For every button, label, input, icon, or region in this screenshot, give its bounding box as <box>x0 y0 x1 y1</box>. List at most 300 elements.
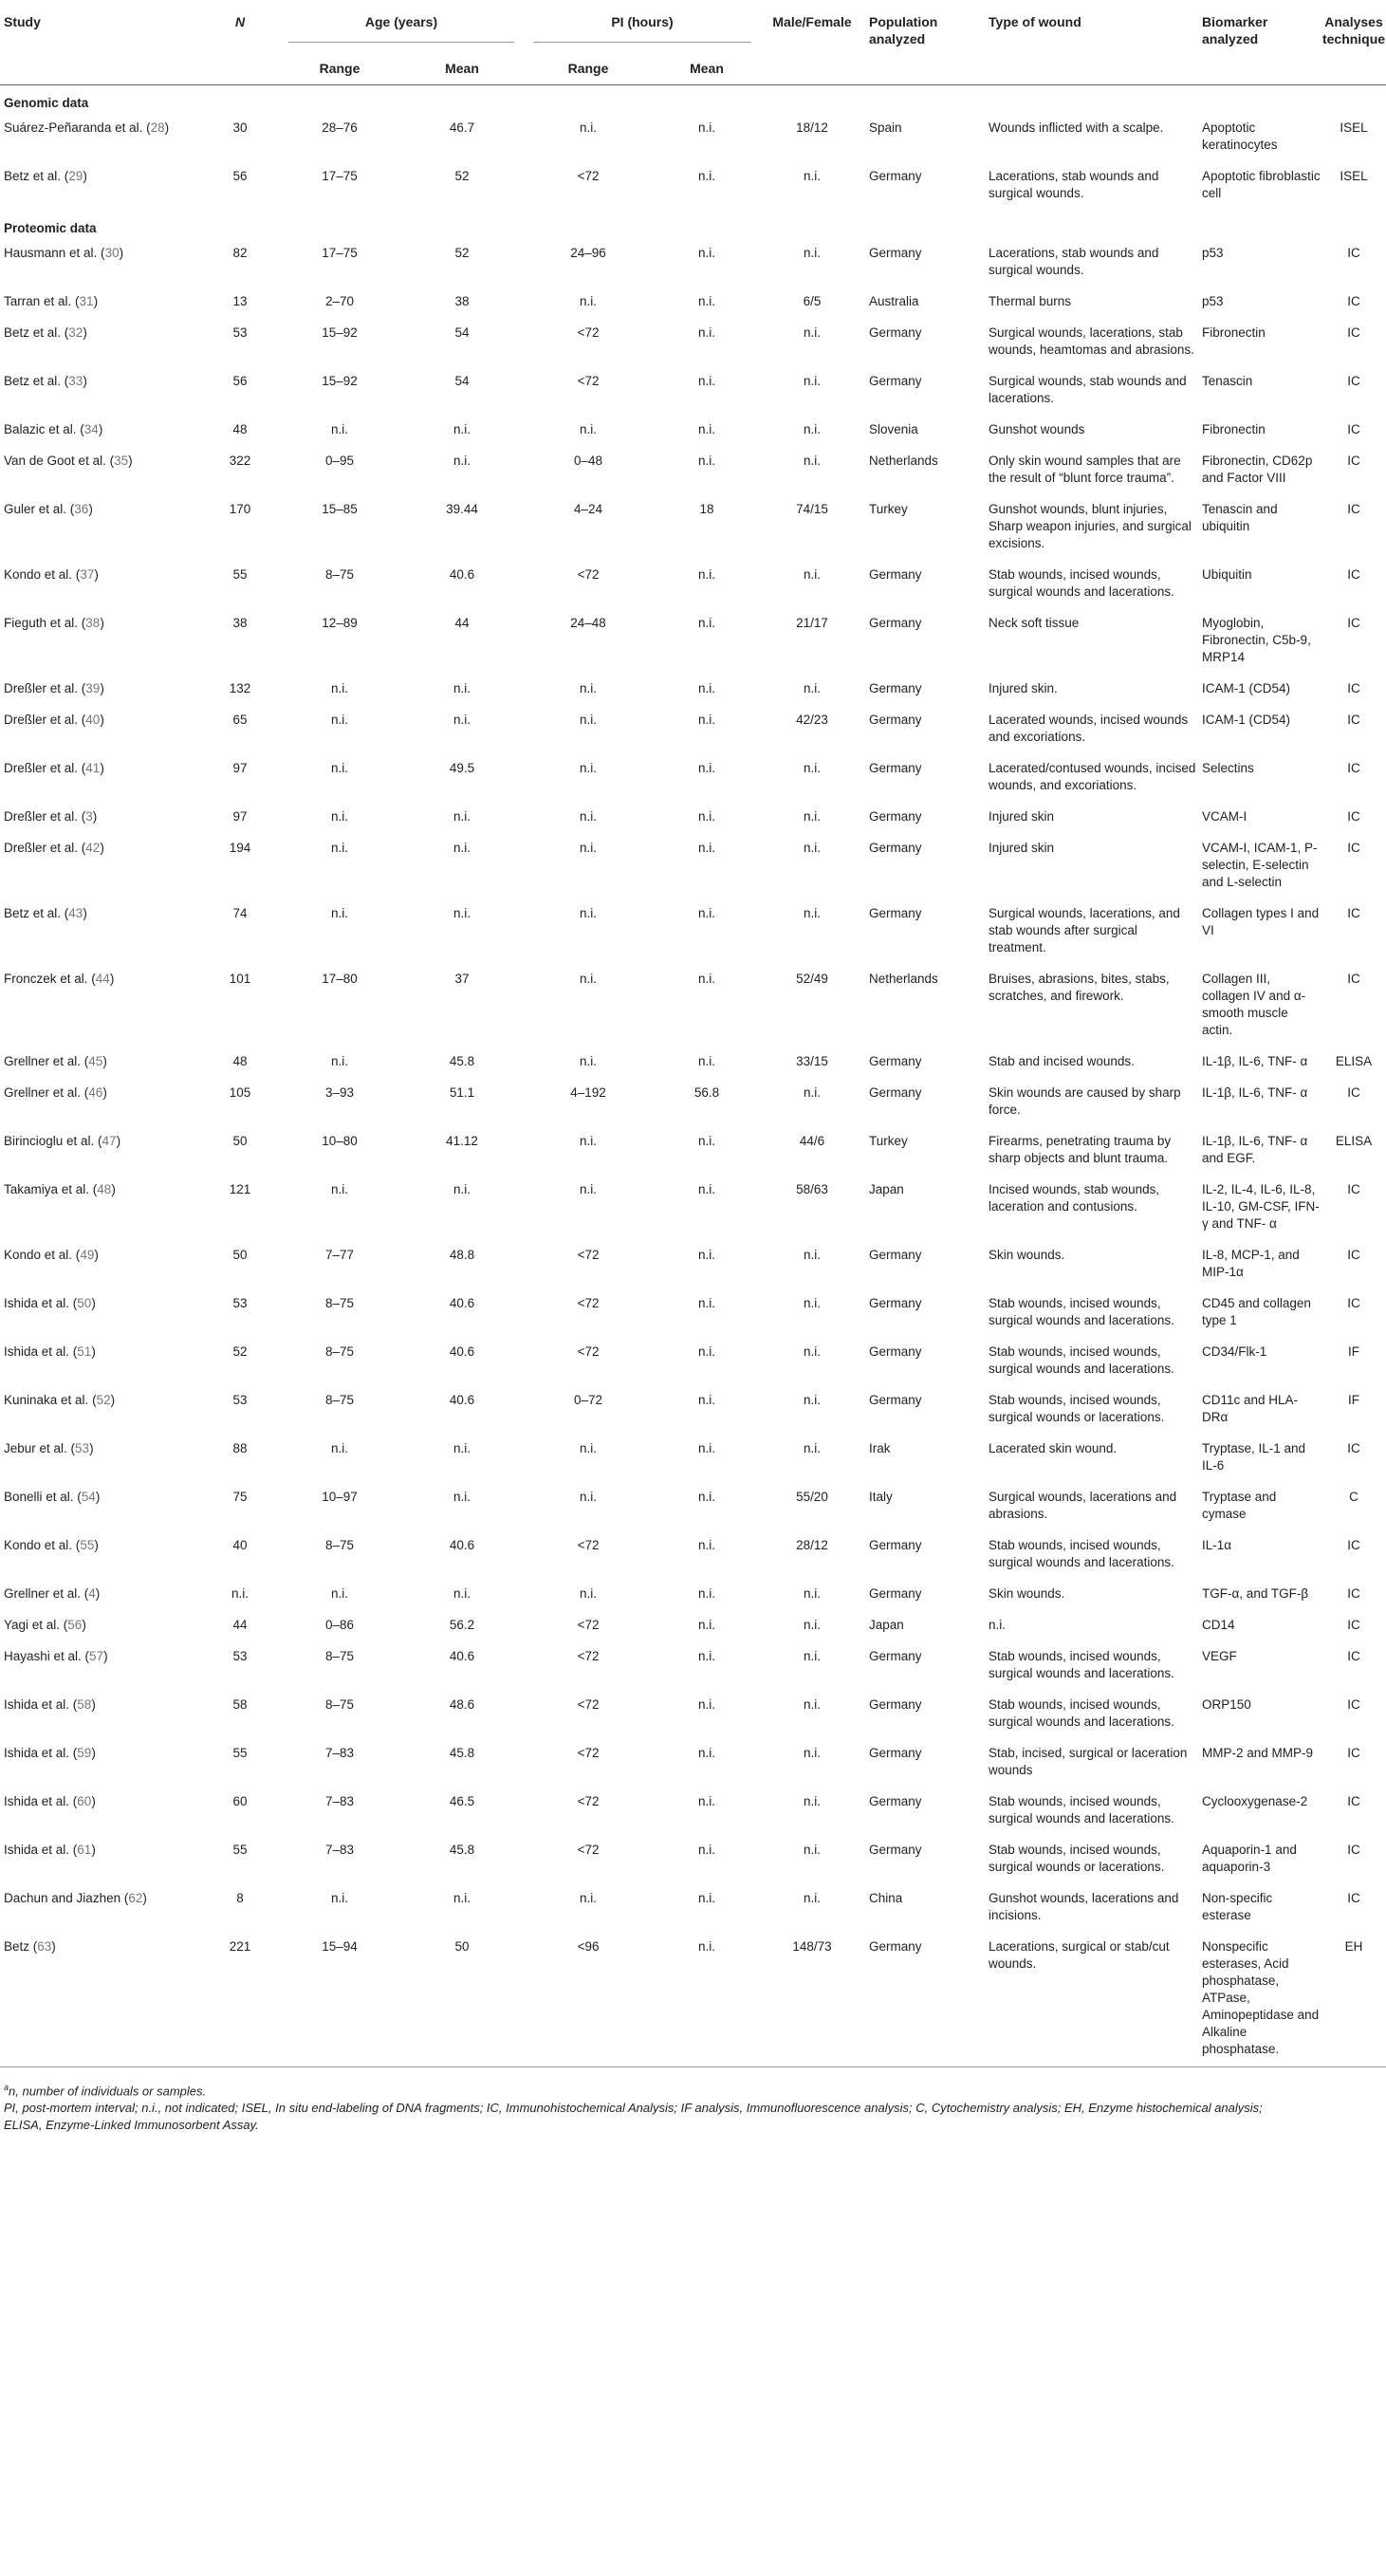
cell-pi-mean: n.i. <box>698 761 716 775</box>
cell-study <box>0 1884 201 1933</box>
cell-male-female: n.i. <box>804 1441 822 1455</box>
cell-pi-mean: n.i. <box>698 841 716 855</box>
cell-pi-mean: n.i. <box>698 972 716 986</box>
table-row <box>0 1289 1386 1338</box>
cell-wound-type: Lacerated/contused wounds, incised wounds, and excoriations. <box>989 761 1196 792</box>
cell-technique: IC <box>1347 1248 1360 1262</box>
cell-study <box>0 803 201 834</box>
cell-n: 13 <box>232 294 248 308</box>
cell-male-female: n.i. <box>804 1085 822 1100</box>
cell-pi-range: <72 <box>577 325 600 340</box>
section-heading <box>0 211 1386 239</box>
cell-study <box>0 1483 201 1531</box>
cell-study <box>0 706 201 754</box>
cell-male-female: n.i. <box>804 1344 822 1359</box>
reference-link[interactable]: 54 <box>81 1490 96 1504</box>
cell-male-female: n.i. <box>804 1586 822 1601</box>
cell-pi-range: 24–48 <box>570 616 606 630</box>
table-row <box>0 1933 1386 2066</box>
reference-link[interactable]: 40 <box>85 713 101 727</box>
reference-link[interactable]: 59 <box>77 1746 92 1760</box>
cell-wound-type: Lacerations, stab wounds and surgical wounds. <box>989 246 1159 277</box>
table-row <box>0 561 1386 609</box>
cell-biomarker: VCAM-I <box>1202 809 1247 824</box>
table-row <box>0 1531 1386 1580</box>
cell-age-range: n.i. <box>330 761 348 775</box>
cell-wound-type: Surgical wounds, stab wounds and lacerations. <box>989 374 1187 405</box>
study-name-tail: ) <box>128 454 133 468</box>
cell-biomarker: Tenascin <box>1202 374 1253 388</box>
cell-age-range: n.i. <box>330 841 348 855</box>
cell-wound-type: Skin wounds. <box>989 1248 1065 1262</box>
cell-study <box>0 287 201 319</box>
table-header <box>0 0 1386 85</box>
reference-link[interactable]: 33 <box>68 374 83 388</box>
reference-link[interactable]: 51 <box>77 1344 92 1359</box>
study-name: Birincioglu et al. ( <box>4 1134 102 1148</box>
cell-pi-mean: n.i. <box>698 294 716 308</box>
reference-link[interactable]: 42 <box>85 841 101 855</box>
header-male-female: Male/Female <box>772 14 852 29</box>
cell-wound-type: Thermal burns <box>989 294 1072 308</box>
cell-biomarker: IL-1β, IL-6, TNF- α <box>1202 1054 1308 1068</box>
cell-technique: IF <box>1348 1393 1360 1407</box>
cell-age-mean: 40.6 <box>449 1344 475 1359</box>
study-name-tail: ) <box>102 1054 107 1068</box>
cell-n: 53 <box>232 325 248 340</box>
cell-population: Germany <box>869 713 922 727</box>
cell-age-mean: n.i. <box>453 841 471 855</box>
cell-n: 97 <box>232 809 248 824</box>
cell-male-female: n.i. <box>804 567 822 582</box>
cell-age-mean: n.i. <box>453 422 471 436</box>
cell-technique: IC <box>1347 1586 1360 1601</box>
cell-study <box>0 1338 201 1386</box>
cell-n: 56 <box>232 169 248 183</box>
study-name-tail: ) <box>110 1393 116 1407</box>
header-pi-mean: Mean <box>690 61 724 76</box>
cell-pi-mean: n.i. <box>698 325 716 340</box>
cell-wound-type: n.i. <box>989 1618 1007 1632</box>
cell-pi-mean: n.i. <box>698 1054 716 1068</box>
cell-age-range: 7–83 <box>324 1794 355 1808</box>
cell-technique: IC <box>1347 972 1360 986</box>
cell-male-female: n.i. <box>804 1296 822 1310</box>
cell-age-mean: 56.2 <box>449 1618 475 1632</box>
cell-age-mean: 38 <box>454 294 470 308</box>
reference-link[interactable]: 34 <box>83 422 99 436</box>
table-row <box>0 162 1386 211</box>
reference-link[interactable]: 39 <box>85 681 101 695</box>
cell-biomarker: Myoglobin, Fibronectin, C5b-9, MRP14 <box>1202 616 1311 664</box>
cell-population: Germany <box>869 246 922 260</box>
table-row <box>0 1611 1386 1642</box>
study-name: Ishida et al. ( <box>4 1697 78 1712</box>
reference-link[interactable]: 55 <box>80 1538 95 1552</box>
cell-study <box>0 495 201 561</box>
study-name: Takamiya et al. ( <box>4 1182 98 1196</box>
study-name-tail: ) <box>88 502 93 516</box>
header-n: N <box>234 14 246 29</box>
cell-study <box>0 1241 201 1289</box>
reference-link[interactable]: 60 <box>77 1794 92 1808</box>
cell-age-range: n.i. <box>330 713 348 727</box>
cell-wound-type: Injured skin <box>989 841 1055 855</box>
study-name: Grellner et al. ( <box>4 1054 89 1068</box>
study-name-tail: ) <box>83 325 87 340</box>
cell-biomarker: IL-1β, IL-6, TNF- α and EGF. <box>1202 1134 1308 1165</box>
study-name: Tarran et al. ( <box>4 294 80 308</box>
cell-population: Germany <box>869 1296 922 1310</box>
study-name-tail: ) <box>100 681 104 695</box>
section-title: Genomic data <box>4 96 89 110</box>
reference-link[interactable]: 43 <box>68 906 83 920</box>
cell-study <box>0 1739 201 1788</box>
cell-pi-mean: n.i. <box>698 1182 716 1196</box>
cell-pi-range: <72 <box>577 1538 600 1552</box>
study-name-tail: ) <box>83 374 87 388</box>
cell-pi-range: <72 <box>577 1746 600 1760</box>
study-name: Dreßler et al. ( <box>4 681 86 695</box>
cell-age-range: n.i. <box>330 1586 348 1601</box>
reference-link[interactable]: 53 <box>75 1441 90 1455</box>
table-row <box>0 1739 1386 1788</box>
study-name: Dachun and Jiazhen ( <box>4 1891 129 1905</box>
study-name-tail: ) <box>116 1134 121 1148</box>
cell-pi-range: n.i. <box>580 809 598 824</box>
cell-age-mean: n.i. <box>453 454 471 468</box>
cell-population: Irak <box>869 1441 891 1455</box>
table-row <box>0 1386 1386 1435</box>
cell-wound-type: Stab wounds, incised wounds, surgical wounds and lacerations. <box>989 1344 1174 1376</box>
cell-population: Germany <box>869 1794 922 1808</box>
cell-study <box>0 834 201 899</box>
cell-biomarker: Tryptase, IL-1 and IL-6 <box>1202 1441 1306 1473</box>
cell-male-female: n.i. <box>804 1891 822 1905</box>
study-name: Betz et al. ( <box>4 325 69 340</box>
table-row <box>0 706 1386 754</box>
cell-age-mean: 46.7 <box>449 120 475 135</box>
cell-pi-mean: n.i. <box>698 1618 716 1632</box>
cell-pi-mean: n.i. <box>698 1586 716 1601</box>
cell-technique: IC <box>1347 567 1360 582</box>
study-name-tail: ) <box>119 246 124 260</box>
cell-wound-type: Lacerated wounds, incised wounds and excoriations. <box>989 713 1189 744</box>
cell-population: Germany <box>869 1843 922 1857</box>
reference-link[interactable]: 49 <box>80 1248 95 1262</box>
cell-study <box>0 1289 201 1338</box>
cell-technique: IC <box>1347 454 1360 468</box>
study-name-tail: ) <box>111 1182 116 1196</box>
cell-male-female: 21/17 <box>796 616 828 630</box>
cell-study <box>0 1176 201 1241</box>
cell-population: Germany <box>869 809 922 824</box>
reference-link[interactable]: 44 <box>95 972 110 986</box>
reference-link[interactable]: 35 <box>114 454 129 468</box>
study-name-tail: ) <box>91 1746 96 1760</box>
cell-population: Turkey <box>869 1134 908 1148</box>
cell-pi-mean: n.i. <box>698 169 716 183</box>
cell-population: Slovenia <box>869 422 918 436</box>
cell-pi-mean: 18 <box>699 502 714 516</box>
study-name: Betz et al. ( <box>4 906 69 920</box>
reference-link[interactable]: 48 <box>97 1182 112 1196</box>
cell-wound-type: Surgical wounds, lacerations and abrasions. <box>989 1490 1177 1521</box>
study-name: Balazic et al. ( <box>4 422 84 436</box>
study-name-tail: ) <box>100 616 104 630</box>
cell-study <box>0 416 201 447</box>
cell-n: 60 <box>232 1794 248 1808</box>
cell-age-range: 17–80 <box>322 972 358 986</box>
cell-pi-range: n.i. <box>580 422 598 436</box>
cell-age-mean: 54 <box>454 374 470 388</box>
study-name-tail: ) <box>100 841 104 855</box>
cell-pi-range: n.i. <box>580 906 598 920</box>
cell-age-range: 2–70 <box>324 294 355 308</box>
cell-technique: IC <box>1347 809 1360 824</box>
reference-link[interactable]: 63 <box>37 1939 52 1954</box>
cell-age-mean: 44 <box>454 616 470 630</box>
study-name: Ishida et al. ( <box>4 1296 78 1310</box>
cell-study <box>0 1642 201 1691</box>
cell-technique: IC <box>1347 1441 1360 1455</box>
cell-study <box>0 239 201 287</box>
cell-technique: IC <box>1347 761 1360 775</box>
cell-age-range: 12–89 <box>322 616 358 630</box>
cell-pi-range: <72 <box>577 1296 600 1310</box>
cell-age-mean: n.i. <box>453 809 471 824</box>
cell-pi-range: n.i. <box>580 1182 598 1196</box>
study-name-tail: ) <box>100 761 104 775</box>
cell-wound-type: Neck soft tissue <box>989 616 1080 630</box>
reference-link[interactable]: 57 <box>89 1649 104 1663</box>
cell-biomarker: ICAM-1 (CD54) <box>1202 713 1291 727</box>
cell-wound-type: Stab wounds, incised wounds, surgical wounds or lacerations. <box>989 1843 1165 1874</box>
table-row <box>0 114 1386 162</box>
cell-male-female: 6/5 <box>803 294 822 308</box>
reference-link[interactable]: 29 <box>68 169 83 183</box>
cell-n: 74 <box>232 906 248 920</box>
reference-link[interactable]: 47 <box>102 1134 117 1148</box>
study-name: Betz et al. ( <box>4 374 69 388</box>
cell-n: 30 <box>232 120 248 135</box>
cell-wound-type: Gunshot wounds, lacerations and incisions. <box>989 1891 1179 1922</box>
cell-age-mean: 39.44 <box>446 502 478 516</box>
reference-link[interactable]: 41 <box>85 761 101 775</box>
cell-population: Germany <box>869 1746 922 1760</box>
cell-wound-type: Stab wounds, incised wounds, surgical wounds and lacerations. <box>989 1794 1174 1825</box>
study-name: Betz ( <box>4 1939 38 1954</box>
cell-wound-type: Injured skin. <box>989 681 1058 695</box>
study-name-tail: ) <box>94 1248 99 1262</box>
cell-age-mean: 50 <box>454 1939 470 1954</box>
cell-study <box>0 899 201 965</box>
cell-technique: IC <box>1347 294 1360 308</box>
cell-age-range: n.i. <box>330 906 348 920</box>
cell-population: Australia <box>869 294 919 308</box>
footnote-line-3: ELISA, Enzyme-Linked Immunosorbent Assay. <box>4 2118 259 2133</box>
table-row <box>0 754 1386 803</box>
cell-male-female: n.i. <box>804 1746 822 1760</box>
cell-age-mean: 40.6 <box>449 567 475 582</box>
cell-biomarker: p53 <box>1202 294 1224 308</box>
cell-age-mean: 49.5 <box>449 761 475 775</box>
table-body <box>0 85 1386 2067</box>
cell-pi-range: n.i. <box>580 1490 598 1504</box>
reference-link[interactable]: 45 <box>88 1054 103 1068</box>
reference-link[interactable]: 31 <box>79 294 94 308</box>
cell-population: Spain <box>869 120 902 135</box>
reference-link[interactable]: 46 <box>88 1085 103 1100</box>
cell-pi-mean: n.i. <box>698 567 716 582</box>
cell-population: Germany <box>869 325 922 340</box>
cell-pi-range: n.i. <box>580 1054 598 1068</box>
cell-male-female: n.i. <box>804 761 822 775</box>
cell-age-mean: 45.8 <box>449 1843 475 1857</box>
cell-pi-range: n.i. <box>580 972 598 986</box>
cell-pi-range: <72 <box>577 1618 600 1632</box>
cell-male-female: n.i. <box>804 681 822 695</box>
cell-wound-type: Stab wounds, incised wounds, surgical wounds and lacerations. <box>989 1538 1174 1569</box>
reference-link[interactable]: 52 <box>96 1393 111 1407</box>
cell-biomarker: p53 <box>1202 246 1224 260</box>
reference-link[interactable]: 58 <box>77 1697 92 1712</box>
cell-wound-type: Incised wounds, stab wounds, laceration and contusions. <box>989 1182 1160 1214</box>
reference-link[interactable]: 36 <box>74 502 89 516</box>
reference-link[interactable]: 4 <box>88 1586 96 1601</box>
cell-wound-type: Lacerated skin wound. <box>989 1441 1118 1455</box>
cell-n: 53 <box>232 1296 248 1310</box>
cell-n: 8 <box>236 1891 244 1905</box>
cell-pi-range: n.i. <box>580 761 598 775</box>
cell-technique: IC <box>1347 713 1360 727</box>
cell-population: Germany <box>869 1538 922 1552</box>
cell-n: 221 <box>229 1939 251 1954</box>
cell-n: 38 <box>232 616 248 630</box>
cell-biomarker: ICAM-1 (CD54) <box>1202 681 1291 695</box>
reference-link[interactable]: 50 <box>77 1296 92 1310</box>
cell-n: 101 <box>229 972 251 986</box>
cell-technique: IC <box>1347 246 1360 260</box>
cell-male-female: n.i. <box>804 1794 822 1808</box>
cell-technique: ELISA <box>1335 1054 1373 1068</box>
cell-study <box>0 1788 201 1836</box>
cell-pi-range: <72 <box>577 1248 600 1262</box>
study-name: Betz et al. ( <box>4 169 69 183</box>
cell-age-range: 15–85 <box>322 502 358 516</box>
cell-pi-mean: n.i. <box>698 454 716 468</box>
study-name: Fieguth et al. ( <box>4 616 86 630</box>
study-name: Kondo et al. ( <box>4 1538 81 1552</box>
cell-technique: ISEL <box>1340 120 1368 135</box>
header-pi-range: Range <box>567 61 609 76</box>
cell-biomarker: VEGF <box>1202 1649 1237 1663</box>
table-row <box>0 899 1386 965</box>
reference-link[interactable]: 37 <box>80 567 95 582</box>
cell-age-range: n.i. <box>330 1182 348 1196</box>
reference-link[interactable]: 62 <box>128 1891 143 1905</box>
cell-study <box>0 1611 201 1642</box>
study-name: Ishida et al. ( <box>4 1794 78 1808</box>
study-name-tail: ) <box>94 567 99 582</box>
cell-n: 97 <box>232 761 248 775</box>
cell-n: 105 <box>229 1085 251 1100</box>
cell-technique: C <box>1349 1490 1358 1504</box>
cell-technique: IC <box>1347 1794 1360 1808</box>
table-row <box>0 287 1386 319</box>
reference-link[interactable]: 32 <box>68 325 83 340</box>
cell-wound-type: Gunshot wounds <box>989 422 1085 436</box>
cell-male-female: n.i. <box>804 169 822 183</box>
cell-wound-type: Stab wounds, incised wounds, surgical wounds and lacerations. <box>989 567 1174 599</box>
study-name-tail: ) <box>94 1538 99 1552</box>
cell-wound-type: Wounds inflicted with a scalpe. <box>989 120 1164 135</box>
cell-age-range: 10–80 <box>322 1134 358 1148</box>
reference-link[interactable]: 61 <box>77 1843 92 1857</box>
cell-study <box>0 114 201 162</box>
cell-pi-mean: n.i. <box>698 1843 716 1857</box>
cell-male-female: 52/49 <box>796 972 828 986</box>
cell-pi-range: 0–48 <box>573 454 603 468</box>
cell-age-mean: 40.6 <box>449 1649 475 1663</box>
cell-n: 121 <box>229 1182 251 1196</box>
cell-biomarker: CD11c and HLA-DRα <box>1202 1393 1299 1424</box>
reference-link[interactable]: 3 <box>85 809 93 824</box>
cell-wound-type: Injured skin <box>989 809 1055 824</box>
study-name: Suárez-Peñaranda et al. ( <box>4 120 151 135</box>
reference-link[interactable]: 28 <box>150 120 165 135</box>
section-title: Proteomic data <box>4 221 97 235</box>
cell-pi-mean: n.i. <box>698 1344 716 1359</box>
reference-link[interactable]: 30 <box>104 246 120 260</box>
cell-technique: IC <box>1347 841 1360 855</box>
cell-wound-type: Only skin wound samples that are the result of “blunt force trauma”. <box>989 454 1181 485</box>
reference-link[interactable]: 38 <box>85 616 101 630</box>
study-name-tail: ) <box>91 1794 96 1808</box>
cell-study <box>0 754 201 803</box>
cell-n: 65 <box>232 713 248 727</box>
study-name-tail: ) <box>91 1296 96 1310</box>
cell-n: 53 <box>232 1649 248 1663</box>
cell-wound-type: Firearms, penetrating trauma by sharp objects and blunt trauma. <box>989 1134 1172 1165</box>
cell-pi-range: n.i. <box>580 841 598 855</box>
reference-link[interactable]: 56 <box>67 1618 83 1632</box>
cell-technique: IC <box>1347 616 1360 630</box>
cell-male-female: n.i. <box>804 422 822 436</box>
cell-technique: IC <box>1347 1891 1360 1905</box>
study-name: Dreßler et al. ( <box>4 713 86 727</box>
cell-male-female: n.i. <box>804 1649 822 1663</box>
cell-age-mean: 54 <box>454 325 470 340</box>
study-name: Fronczek et al. ( <box>4 972 96 986</box>
table-row <box>0 1642 1386 1691</box>
cell-age-mean: 45.8 <box>449 1746 475 1760</box>
cell-population: Germany <box>869 1344 922 1359</box>
cell-age-mean: 52 <box>454 246 470 260</box>
study-name-tail: ) <box>103 1649 108 1663</box>
cell-age-mean: 48.8 <box>449 1248 475 1262</box>
cell-n: 58 <box>232 1697 248 1712</box>
cell-biomarker: Nonspecific esterases, Acid phosphatase, ATPase, Aminopeptidase and Alkaline phosphatase. <box>1202 1939 1320 2056</box>
cell-n: 50 <box>232 1248 248 1262</box>
cell-population: Germany <box>869 761 922 775</box>
table-row <box>0 1435 1386 1483</box>
cell-study <box>0 675 201 706</box>
table-row <box>0 1079 1386 1127</box>
table-footnote <box>0 2066 1386 2134</box>
cell-biomarker: Apoptotic keratinocytes <box>1202 120 1278 152</box>
study-name-tail: ) <box>100 713 104 727</box>
